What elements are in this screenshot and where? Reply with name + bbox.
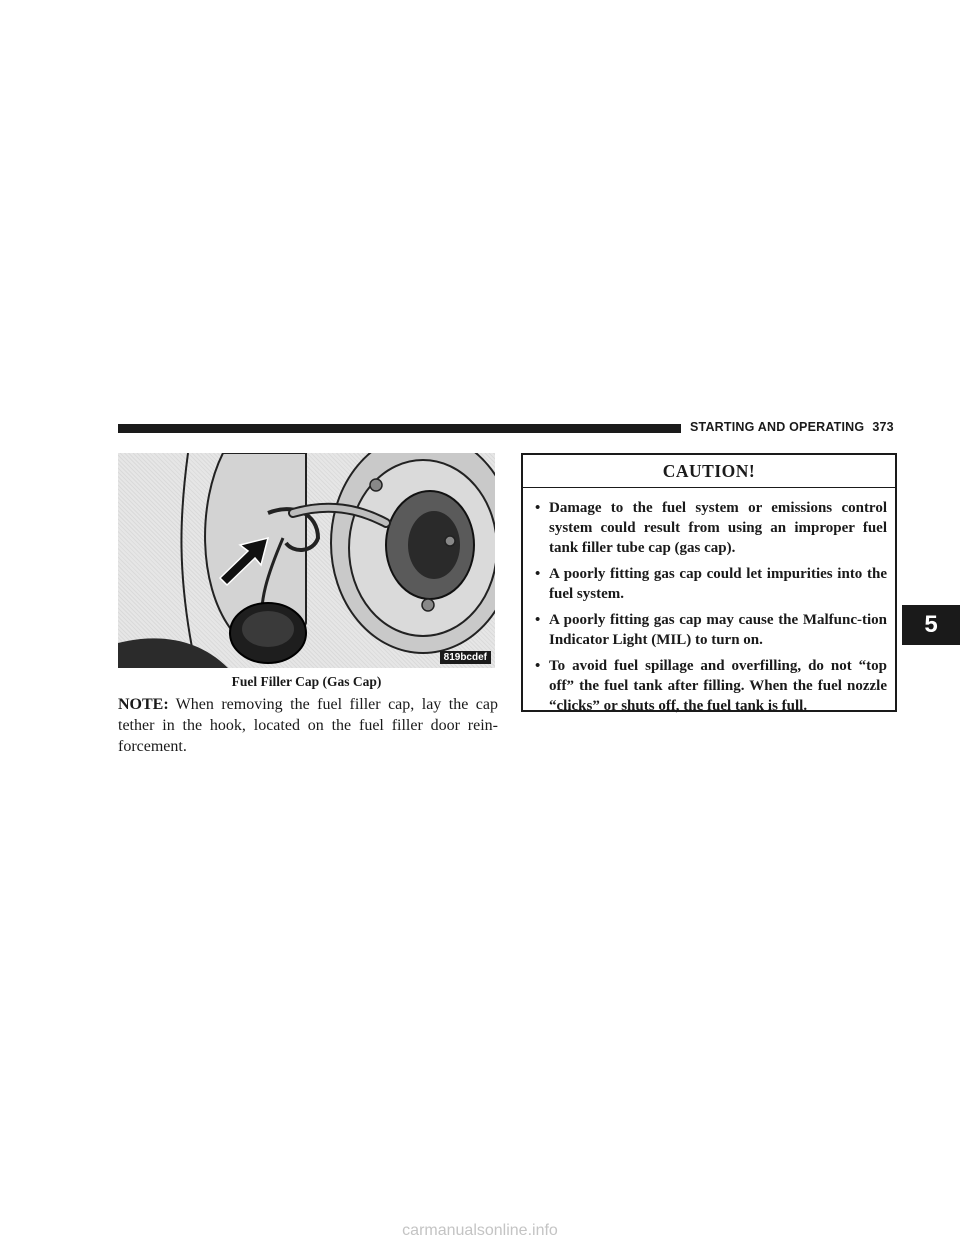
screw-top [370,479,382,491]
bullet-icon: • [535,566,541,582]
caution-title: CAUTION! [523,455,895,488]
screw-right [445,536,455,546]
caution-item [535,564,887,604]
section-title: STARTING AND OPERATING [690,420,865,434]
caution-item-text: A poorly fitting gas cap may cause the Malfunc-tion Indicator Light (MIL) to turn on. [549,612,887,648]
figure-caption: Fuel Filler Cap (Gas Cap) [231,674,382,689]
note-label: NOTE: [118,696,169,713]
note-text: When removing the fuel filler cap, lay the cap tether in the hook, located on the fuel filler door rein-forcement. [118,696,498,755]
screw-bottom [422,599,434,611]
caution-item [535,656,887,716]
bullet-icon: • [535,612,541,628]
caution-item-text: Damage to the fuel system or emissions control system could result from using an improper fuel tank filler tube cap (gas cap). [549,500,887,556]
caution-list [523,488,895,716]
gas-cap-top [242,611,294,647]
bullet-icon: • [535,658,541,674]
page-header [690,420,894,434]
note-paragraph [118,694,498,757]
caution-box [521,453,897,712]
caution-item [535,610,887,650]
chapter-tab: 5 [902,605,960,645]
header-rule [118,424,681,433]
bullet-icon: • [535,500,541,516]
caution-item-text: To avoid fuel spillage and overfilling, do not “top off” the fuel tank after filling. When the fuel nozzle “clicks” or shuts off, the fuel tank is full. [549,658,887,714]
watermark: carmanualsonline.info [402,1222,558,1239]
fuel-filler-figure [118,453,495,668]
page-number: 373 [872,420,894,434]
figure-code: 819bcdef [440,651,491,664]
fender [118,638,228,668]
fuel-filler-illustration [118,453,495,668]
caution-item-text: A poorly fitting gas cap could let impurities into the fuel system. [549,566,887,602]
caution-item [535,498,887,558]
body-panel-edge [181,453,196,668]
